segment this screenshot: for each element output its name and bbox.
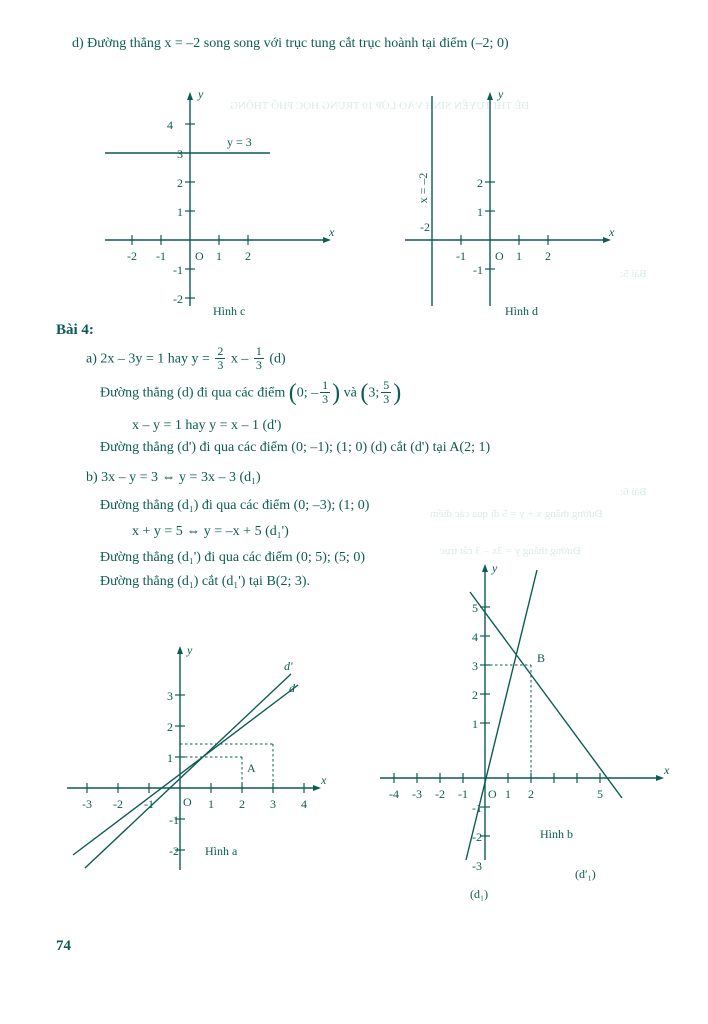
xtick-1: 1 <box>208 797 214 811</box>
y-axis-label: y <box>498 87 504 101</box>
bleed-text: Bài 6: <box>620 486 647 498</box>
figure-caption: Hình a <box>205 844 238 858</box>
origin-label: O <box>195 249 204 263</box>
line-label-d: d <box>289 681 295 695</box>
bleed-text: Đường thẳng y = 3x – 3 cắt trục <box>440 545 581 557</box>
xtick-5: 5 <box>597 787 603 801</box>
ytick-neg1: -1 <box>472 801 482 815</box>
fraction-1-3: $\frac{1}{3}$ <box>255 344 262 372</box>
x-axis-label: x <box>664 763 670 777</box>
ytick-2: 2 <box>177 176 183 190</box>
figure-hinh-b <box>370 560 690 901</box>
line-label-y3: y = 3 <box>227 135 252 149</box>
ytick-2: 2 <box>472 688 478 702</box>
a-line2-and: và <box>343 385 357 401</box>
point-label-A: A <box>247 761 256 775</box>
xtick-neg1: -1 <box>458 787 468 801</box>
statement-line-d: d) Đường thẳng x = –2 song song với trục tung cắt trục hoành tại điểm (–2; 0) <box>72 36 509 51</box>
ytick-neg1: -1 <box>473 263 483 277</box>
a-line1-post: (d) <box>269 351 286 367</box>
ytick-neg1: -1 <box>169 813 179 827</box>
exercise-b-line5: Đường thẳng (d₁) cắt (d₁') tại B(2; 3). <box>100 574 310 589</box>
xtick-2: 2 <box>239 797 245 811</box>
xtick-neg3: -3 <box>412 787 422 801</box>
point-1-text: 0; – <box>296 385 319 401</box>
ytick-3: 3 <box>167 689 173 703</box>
paren-open: ( <box>288 380 297 407</box>
point-label-B: B <box>537 651 546 665</box>
line-label-dprime: d' <box>284 659 293 673</box>
exercise-b-line2: Đường thẳng (d₁) đi qua các điểm (0; –3); (1; 0) <box>100 498 370 513</box>
exercise-b-line1: b) 3x – y = 3 ⇔ y = 3x – 3 (d₁) <box>86 470 261 485</box>
exercise-a-line4: Đường thẳng (d') đi qua các điểm (0; –1); (1; 0) (d) cắt (d') tại A(2; 1) <box>100 440 491 455</box>
xtick-neg3: -3 <box>82 797 92 811</box>
ytick-4: 4 <box>472 630 478 644</box>
xtick-neg1: -1 <box>156 249 166 263</box>
fraction-2-3: $\frac{2}{3}$ <box>217 344 224 372</box>
ytick-2: 2 <box>167 720 173 734</box>
bleed-text: ĐỀ THI TUYỂN SINH VÀO LỚP 10 TRUNG HỌC PHỔ THÔNG <box>230 100 530 112</box>
figure-hinh-a <box>55 640 355 910</box>
ytick-3: 3 <box>472 659 478 673</box>
ytick-neg2: -2 <box>472 830 482 844</box>
fraction-1-3-b: $\frac{1}{3}$ <box>322 378 329 406</box>
line-label-d1: (d₁) <box>470 887 489 901</box>
xtick-2: 2 <box>545 249 551 263</box>
figure-caption: Hình b <box>540 827 573 841</box>
xtick-1: 1 <box>505 787 511 801</box>
xtick-2: 2 <box>245 249 251 263</box>
xtick-neg1: -1 <box>456 249 466 263</box>
figure-caption: Hình c <box>213 304 246 318</box>
x-axis-label: x <box>609 225 615 239</box>
xtick-neg1: -1 <box>144 797 154 811</box>
page-number: 74 <box>56 938 71 954</box>
paren-open2: ( <box>360 380 369 407</box>
line-label-xneg2: x = –2 <box>416 172 430 204</box>
exercise-b-line4: Đường thẳng (d₁') đi qua các điểm (0; 5); (5; 0) <box>100 550 365 565</box>
ytick-neg2: -2 <box>169 844 179 858</box>
xtick-neg2: -2 <box>127 249 137 263</box>
a-line1-mid: x – <box>230 351 249 367</box>
ytick-1: 1 <box>167 751 173 765</box>
ytick-2: 2 <box>477 176 483 190</box>
x-axis-label: x <box>329 225 335 239</box>
exercise-b-line3: x + y = 5 ⇔ y = –x + 5 (d₁') <box>132 524 289 539</box>
bleed-text: Bài 5: <box>620 268 647 280</box>
x-axis-label: x <box>321 773 327 787</box>
xtick-3: 3 <box>270 797 276 811</box>
a-line2-pre: Đường thẳng (d) đi qua các điểm <box>100 385 286 401</box>
ytick-neg1: -1 <box>173 263 183 277</box>
y-axis-label: y <box>187 643 193 657</box>
ytick-3: 3 <box>177 147 183 161</box>
xtick-1: 1 <box>216 249 222 263</box>
line-label-d1prime: (d′₁) <box>575 867 596 881</box>
xtick-neg2: -2 <box>113 797 123 811</box>
paren-close2: ) <box>393 380 402 407</box>
ytick-5: 5 <box>472 601 478 615</box>
figure-caption: Hình d <box>505 304 538 318</box>
y-axis-label: y <box>198 87 204 101</box>
xtick-4: 4 <box>301 797 307 811</box>
ytick-1: 1 <box>472 717 478 731</box>
xtick-neg4: -4 <box>389 787 399 801</box>
origin-label: O <box>495 249 504 263</box>
xtick-neg2: -2 <box>420 220 430 234</box>
xtick-1: 1 <box>516 249 522 263</box>
exercise-title: Bài 4: <box>56 322 94 338</box>
origin-label: O <box>488 787 497 801</box>
paren-close: ) <box>332 380 341 407</box>
a-line1-pre: a) 2x – 3y = 1 hay y = <box>86 351 210 367</box>
ytick-4: 4 <box>167 118 173 132</box>
exercise-a-line3: x – y = 1 hay y = x – 1 (d') <box>132 418 282 433</box>
ytick-neg2: -2 <box>173 292 183 306</box>
exercise-a-line1 <box>86 346 286 372</box>
origin-label: O <box>183 795 192 809</box>
y-axis-label: y <box>492 561 498 575</box>
ytick-1: 1 <box>477 205 483 219</box>
fraction-5-3: $\frac{5}{3}$ <box>383 378 390 406</box>
xtick-neg2: -2 <box>435 787 445 801</box>
exercise-a-line2 <box>100 380 401 406</box>
figure-hinh-d <box>395 88 645 318</box>
ytick-neg3: -3 <box>472 859 482 873</box>
ytick-1: 1 <box>177 205 183 219</box>
figure-hinh-c <box>95 88 355 318</box>
xtick-2: 2 <box>528 787 534 801</box>
point-2-text: 3; <box>368 385 380 401</box>
bleed-text: Đường thẳng x + y = 5 đi qua các điểm <box>430 508 603 520</box>
